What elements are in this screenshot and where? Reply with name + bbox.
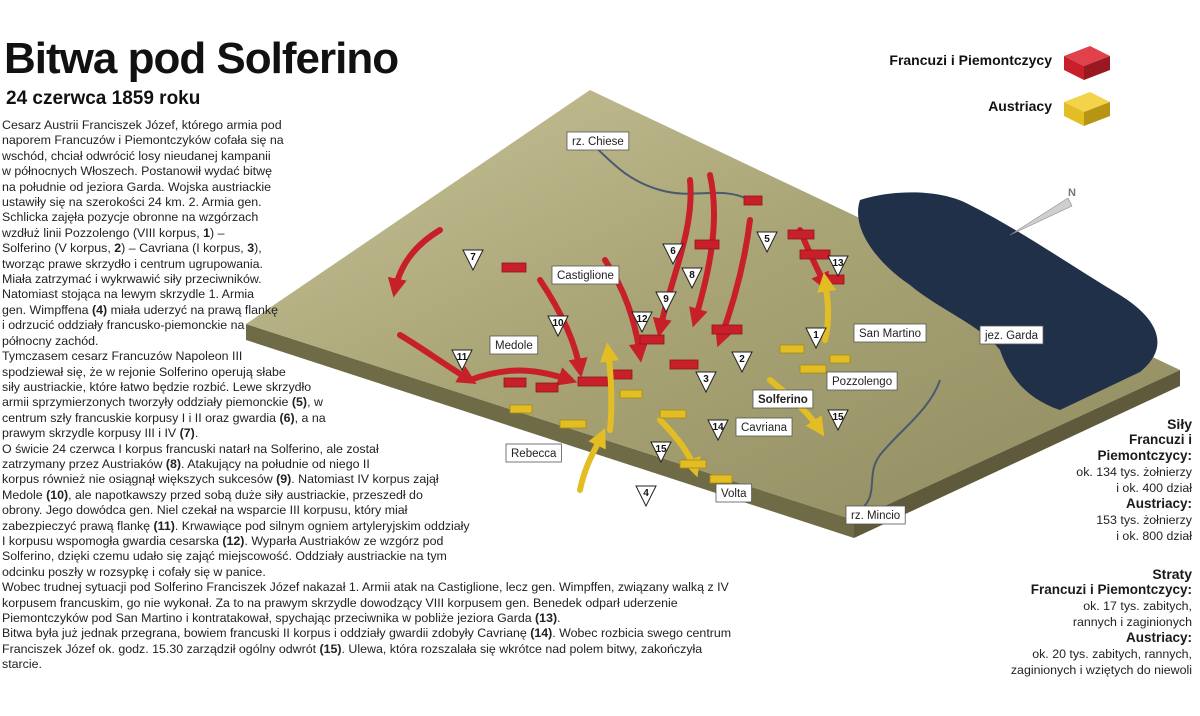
marker-number: 13 xyxy=(832,258,844,269)
narrative-ref-number: (4) xyxy=(92,302,108,317)
place-label-text: rz. Chiese xyxy=(572,136,624,148)
austrian-unit xyxy=(800,365,826,373)
losses-austrian-label: Austriacy: xyxy=(1125,630,1192,645)
marker-number: 4 xyxy=(643,488,649,499)
place-label-text: jez. Garda xyxy=(985,330,1039,342)
narrative-ref-number: (9) xyxy=(276,472,292,487)
marker-number: 10 xyxy=(552,318,564,329)
stats-panel xyxy=(962,416,1192,678)
narrative-ref-number: (12) xyxy=(222,533,245,548)
place-label-text: Castiglione xyxy=(557,270,614,282)
narrative-paragraph xyxy=(2,580,742,626)
legend-label-austrian: Austriacy xyxy=(988,98,1052,114)
place-label-text: Solferino xyxy=(758,394,808,406)
narrative-text-segment: O świcie 24 czerwca I korpus francuski natarł na Solferino, ale został zatrzymany przez Austriaków xyxy=(2,441,379,471)
place-label xyxy=(980,326,1043,344)
narrative-ref-number: (10) xyxy=(46,487,69,502)
narrative-ref-number: 1 xyxy=(203,225,211,240)
forces-austrian-line: 153 tys. żołnierzy xyxy=(1096,513,1192,527)
narrative-text-segment: Tymczasem cesarz Francuzów Napoleon III spodziewał się, że w rejonie Solferino operują słabe siły austriackie, które łatwo będzie rozbić. Lewe skrzydło armii sprzymierzonych tworzyły oddziały piemonckie xyxy=(2,349,312,410)
narrative-text-segment: . xyxy=(194,426,199,441)
place-label-text: Rebecca xyxy=(511,448,557,460)
austrian-arrow xyxy=(825,280,828,340)
place-label-text: Volta xyxy=(721,488,747,500)
narrative-text-segment: . Natomiast IV korpus zajął Medole xyxy=(2,472,439,502)
marker-number: 9 xyxy=(663,294,669,305)
legend-swatch-austrian xyxy=(1060,86,1116,130)
allied-unit xyxy=(744,196,762,205)
narrative-text-segment: miała uderzyć na prawą flankę i odrzucić oddziały francusko-piemonckie na północny zachód. xyxy=(2,302,278,348)
losses-allied-label: Francuzi i Piemontczycy: xyxy=(1030,582,1192,597)
narrative-text-segment: , w centrum szły francuskie korpusy I i II oraz gwardia xyxy=(2,395,323,425)
marker-number: 5 xyxy=(764,234,770,245)
narrative-text-segment: Bitwa była już jednak przegrana, bowiem francuski II korpus i oddziały gwardii zdobyły Cavrianę xyxy=(2,626,531,641)
compass-icon xyxy=(1010,187,1076,235)
compass-label: N xyxy=(1068,187,1076,199)
marker-number: 3 xyxy=(703,374,709,385)
place-label-text: rz. Mincio xyxy=(851,510,901,522)
place-label-text: Cavriana xyxy=(741,422,788,434)
narrative-text-segment: . Krwawiące pod silnym ogniem artyleryjskim oddziały I korpusu wspomogła gwardia cesarska xyxy=(2,518,470,548)
narrative-ref-number: (5) xyxy=(291,395,308,410)
allied-unit xyxy=(788,230,814,239)
forces-austrian-line: i ok. 800 dział xyxy=(1116,529,1192,543)
marker-number: 11 xyxy=(456,352,468,363)
legend-swatch-allied xyxy=(1060,40,1116,84)
narrative-text-segment: Wobec trudnej sytuacji pod Solferino Franciszek Józef nakazał 1. Armii atak na Castiglione, lecz gen. Wimpffen, związany walką z IV korpusem francuskim, go nie wykonał. Za to na prawym skrzydle dowodzący VIII korpusem gen. Benedek odparł uderzenie Piemontczyków pod San Martino i kontratakował, spychając przeciwnika w pobliże jeziora Garda xyxy=(2,580,729,625)
narrative-text-segment: . xyxy=(557,611,561,625)
marker-number: 7 xyxy=(470,252,476,263)
narrative-ref-number: (15) xyxy=(319,641,342,656)
marker-number: 6 xyxy=(670,246,676,257)
marker-number: 14 xyxy=(712,422,724,433)
narrative-text-segment: . Ulewa, która rozszalała się wkrótce nad polem bitwy, zakończyła starcie. xyxy=(2,641,703,672)
narrative-text-segment: . Wyparła Austriaków ze wzgórz pod Solferino, dzięki czemu udało się zająć miejscowość. Oddziały austriackie na tym odcinku poszły w rozsypkę i cofały się w panice. xyxy=(2,533,447,579)
place-label-text: Pozzolengo xyxy=(832,376,893,388)
marker-number: 1 xyxy=(813,330,819,341)
narrative-text xyxy=(2,118,742,716)
allied-unit xyxy=(800,250,830,259)
losses-austrian-line: ok. 20 tys. zabitych, rannych, xyxy=(1032,647,1192,661)
place-label-text: San Martino xyxy=(859,328,922,340)
narrative-ref-number: (14) xyxy=(530,626,553,641)
narrative-text-segment: . Atakujący na południe od niego II korpus również nie osiągnął większych sukcesów xyxy=(2,456,370,487)
forces-austrian-label: Austriacy: xyxy=(1125,496,1192,511)
narrative-paragraph xyxy=(2,626,742,672)
page-title: Bitwa pod Solferino xyxy=(4,34,399,83)
marker-number: 8 xyxy=(689,270,695,281)
narrative-ref-number: (11) xyxy=(153,518,175,533)
forces-allied-line: ok. 134 tys. żołnierzy xyxy=(1076,465,1192,479)
losses-allied-line: ok. 17 tys. zabitych, xyxy=(1083,599,1192,613)
narrative-text-segment: ) – Solferino (V korpus, xyxy=(2,225,225,256)
place-label xyxy=(827,372,897,390)
losses-heading: Straty xyxy=(1152,566,1192,582)
narrative-text-segment: Cesarz Austrii Franciszek Józef, którego armia pod naporem Francuzów i Piemontczyków cofała się na wschód, chciał odwrócić losy nieudanej kampanii w północnych Włoszech. Postanowił wydać bitwę na południe od jeziora Garda. Wojska austriackie ustawiły się na szerokości 24 km. 2. Armia gen. Schlicka zajęła pozycje obronne na wzgórzach wzdłuż linii Pozzolengo (VIII korpus, xyxy=(2,118,284,240)
narrative-ref-number: (13) xyxy=(535,611,558,625)
place-label-text: Medole xyxy=(495,340,533,352)
austrian-unit xyxy=(830,355,850,363)
place-label xyxy=(753,390,813,408)
marker-number: 15 xyxy=(655,444,667,455)
narrative-text-segment: , a na prawym skrzydle korpusy III i IV xyxy=(2,410,326,441)
forces-allied-line: i ok. 400 dział xyxy=(1116,481,1192,495)
marker-number: 12 xyxy=(636,314,648,325)
place-label xyxy=(854,324,926,342)
place-label xyxy=(736,418,792,436)
narrative-text-segment: ) – Cavriana (I korpus, xyxy=(121,241,248,256)
austrian-unit xyxy=(780,345,804,353)
narrative-ref-number: 3 xyxy=(247,241,255,256)
losses-austrian-line: zaginionych i wziętych do niewoli xyxy=(1010,663,1192,677)
narrative-ref-number: (7) xyxy=(179,426,195,441)
narrative-text-segment: , ale napotkawszy przed sobą duże siły austriackie, przeszedł do obrony. Jego dowódca gen. Niel czekał na wsparcie III korpusu, który miał zabezpieczyć prawą flankę xyxy=(2,487,423,533)
narrative-ref-number: 2 xyxy=(114,241,122,256)
legend-label-allied: Francuzi i Piemontczycy xyxy=(889,52,1052,68)
forces-allied-label: Francuzi i Piemontczycy: xyxy=(1097,432,1192,463)
narrative-ref-number: (6) xyxy=(279,410,295,425)
narrative-text-segment: ), tworząc prawe skrzydło i centrum ugrupowania. Miała zatrzymać i wykrwawić siły przeciwników. Natomiast stojąca na lewym skrzydle 1. Armia gen. Wimpffena xyxy=(2,241,264,317)
marker-number: 15 xyxy=(832,412,844,423)
page-subtitle: 24 czerwca 1859 roku xyxy=(6,88,201,109)
narrative-text-segment: . Wobec rozbicia swego centrum Franciszek Józef ok. godz. 15.30 zarządził ogólny odwrót xyxy=(2,626,732,656)
forces-heading: Siły xyxy=(1167,416,1192,432)
losses-allied-line: rannych i zaginionych xyxy=(1072,615,1192,629)
narrative-ref-number: (8) xyxy=(165,456,182,471)
place-label xyxy=(846,506,905,524)
marker-number: 2 xyxy=(739,354,745,365)
